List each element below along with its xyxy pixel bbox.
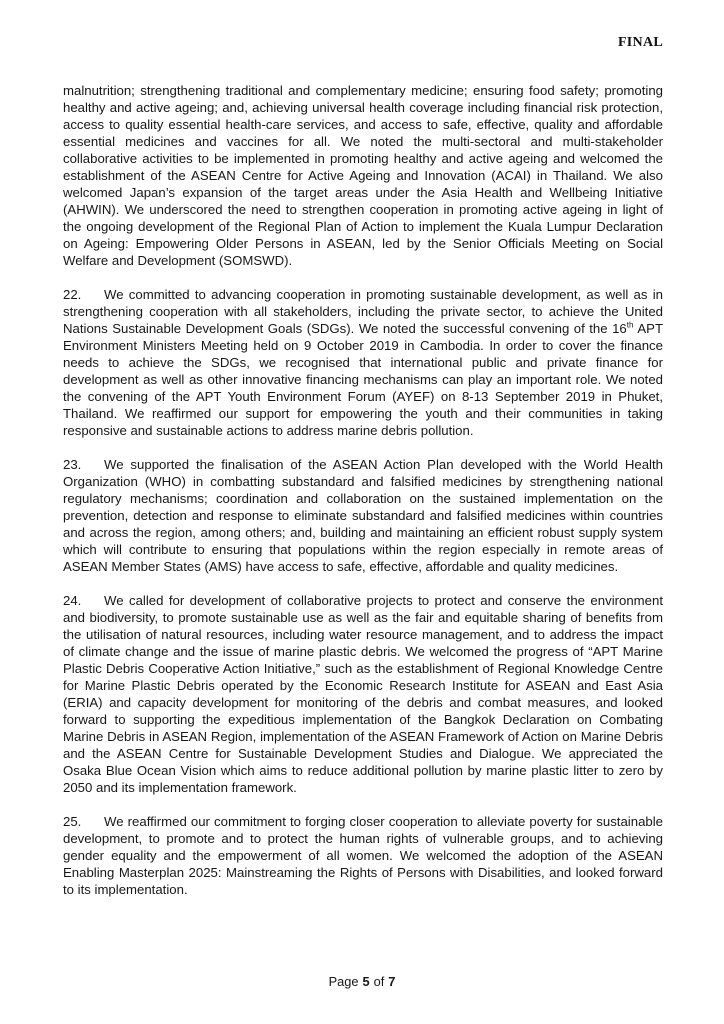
paragraph-number: 22. bbox=[63, 287, 82, 302]
paragraph-text: We reaffirmed our commitment to forging closer cooperation to alleviate poverty for sustainable development, to promote and to protect the human rights of vulnerable groups, and to achieving gender equality and the empowerment of all women. We welcomed the adoption of the ASEAN Enabling Masterplan 2025: Mainstreaming the Rights of Persons with Disabilities, and looked forward to its implementation. bbox=[63, 814, 663, 897]
paragraph-text: We supported the finalisation of the ASEAN Action Plan developed with the World Health Organization (WHO) in combatting substandard and falsified medicines by strengthening national regulatory mechanisms; coordination and collaboration on the sustained implementation on the prevention, detection and response to eliminate substandard and falsified medicines within countries and across the region, among others; and, building and maintaining an efficient robust supply system which will contribute to ensuring that populations within the region especially in remote areas of ASEAN Member States (AMS) have access to safe, effective, affordable and quality medicines. bbox=[63, 457, 663, 574]
paragraph-text: malnutrition; strengthening traditional and complementary medicine; ensuring food safety; promoting healthy and active ageing; and, achieving universal health coverage including financial risk protection, access to quality essential health-care services, and access to safe, effective, quality and affordable essential medicines and vaccines for all. We noted the multi-sectoral and multi-stakeholder collaborative activities to be implemented in promoting healthy and active ageing and welcomed the establishment of the ASEAN Centre for Active Ageing and Innovation (ACAI) in Thailand. We also welcomed Japan’s expansion of the target areas under the Asia Health and Wellbeing Initiative (AHWIN). We underscored the need to strengthen cooperation in promoting active ageing in light of the ongoing development of the Regional Plan of Action to implement the Kuala Lumpur Declaration on Ageing: Empowering Older Persons in ASEAN, led by the Senior Officials Meeting on Social Welfare and Development (SOMSWD). bbox=[63, 83, 663, 268]
paragraph-23 bbox=[63, 456, 663, 575]
final-status-label: FINAL bbox=[617, 35, 663, 50]
paragraph-number: 23. bbox=[63, 457, 82, 472]
ordinal-superscript: th bbox=[626, 320, 634, 330]
footer-total-pages: 7 bbox=[388, 974, 396, 989]
paragraph-24 bbox=[63, 592, 663, 796]
paragraph-text: We committed to advancing cooperation in promoting sustainable development, as well as in strengthening cooperation with all stakeholders, including the private sector, to achieve the United Nations Sustainable Development Goals (SDGs). We noted the successful convening of the 16 bbox=[63, 287, 663, 336]
paragraph-number: 24. bbox=[63, 593, 82, 608]
paragraph-25 bbox=[63, 813, 663, 898]
paragraph-text: We called for development of collaborative projects to protect and conserve the environment and biodiversity, to promote sustainable use as well as the fair and equitable sharing of benefits from the utilisation of natural resources, including water resource management, and to address the impact of climate change and the issue of marine plastic debris. We welcomed the progress of “APT Marine Plastic Debris Cooperative Action Initiative,” such as the establishment of Regional Knowledge Centre for Marine Plastic Debris operated by the Economic Research Institute for ASEAN and East Asia (ERIA) and capacity development for monitoring of the debris and combat measures, and looked forward to supporting the expeditious implementation of the Bangkok Declaration on Combating Marine Debris in ASEAN Region, implementation of the ASEAN Framework of Action on Marine Debris and the ASEAN Centre for Sustainable Development Studies and Dialogue. We appreciated the Osaka Blue Ocean Vision which aims to reduce additional pollution by marine plastic litter to zero by 2050 and its implementation framework. bbox=[63, 593, 663, 795]
page-footer bbox=[0, 974, 724, 989]
footer-page-label: Page bbox=[328, 974, 359, 989]
paragraph-text: APT Environment Ministers Meeting held on 9 October 2019 in Cambodia. In order to cover the finance needs to achieve the SDGs, we recognised that international public and private finance for development as well as other innovative financing mechanisms can play an important role. We noted the convening of the APT Youth Environment Forum (AYEF) on 8-13 September 2019 in Phuket, Thailand. We reaffirmed our support for empowering the youth and their communities in taking responsive and sustainable actions to address marine debris pollution. bbox=[63, 321, 663, 438]
paragraph-22 bbox=[63, 286, 663, 439]
footer-of-label: of bbox=[373, 974, 385, 989]
footer-page-number: 5 bbox=[362, 974, 370, 989]
paragraph-number: 25. bbox=[63, 814, 82, 829]
document-body bbox=[63, 82, 663, 915]
paragraph-continuation bbox=[63, 82, 663, 269]
